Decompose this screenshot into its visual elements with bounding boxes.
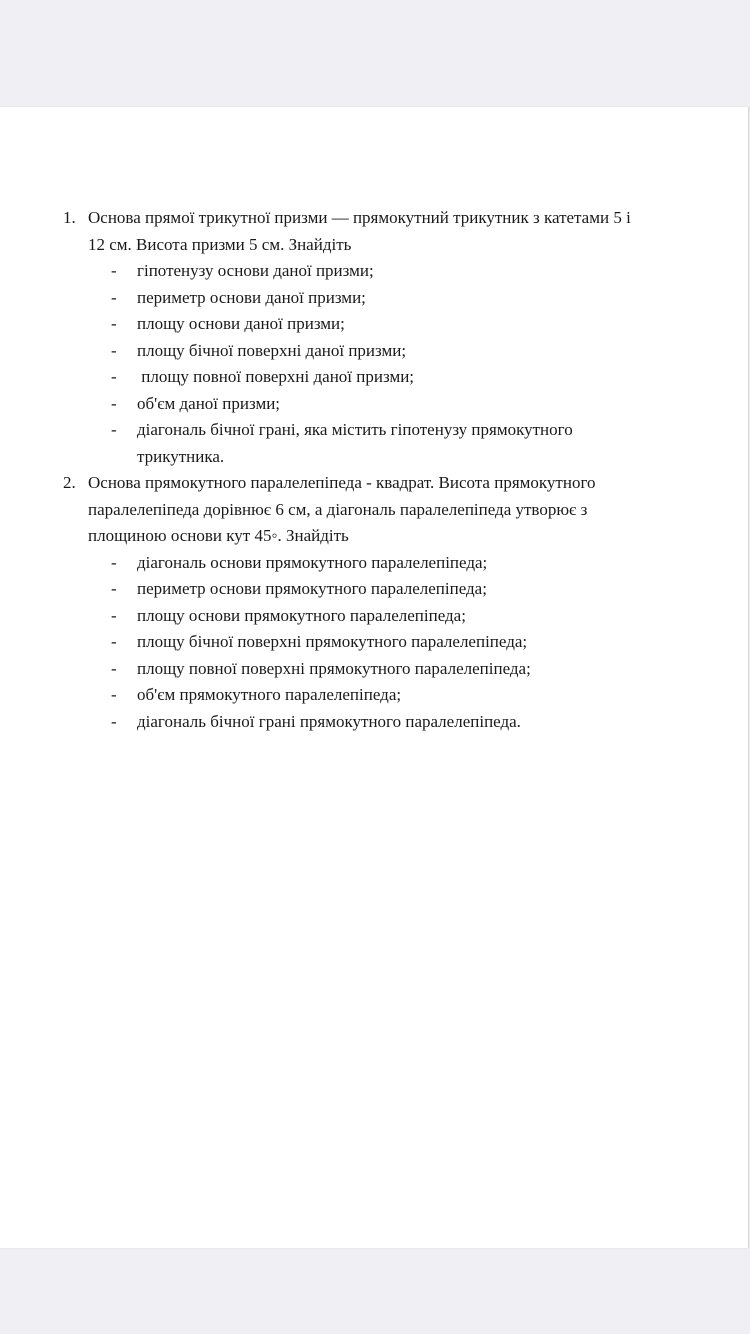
task-statement: Основа прямокутного паралелепіпеда - квадрат. Висота прямокутного паралелепіпеда дорівнює 6 см, а діагональ паралелепіпеда утворює з площиною основи кут 45◦. Знайдіть [88, 473, 596, 545]
bullet-dash: - [111, 632, 117, 651]
bullet-dash: - [111, 314, 117, 333]
list-item [111, 682, 657, 709]
bullet-dash: - [111, 711, 117, 731]
list-item-text: об'єм даної призми; [137, 393, 281, 413]
list-item [111, 417, 657, 470]
bullet-dash: - [111, 367, 117, 386]
list-item [111, 656, 657, 683]
list-item [111, 550, 657, 577]
list-item-text: об'єм прямокутного паралелепіпеда; [137, 685, 402, 704]
document-content [0, 205, 748, 735]
list-item-text: площу бічної поверхні прямокутного паралелепіпеда; [137, 632, 528, 651]
list-item-text: площу основи прямокутного паралелепіпеда; [137, 605, 466, 625]
bullet-dash: - [111, 340, 117, 360]
task-number: 1. [63, 208, 76, 227]
list-item [111, 285, 657, 312]
list-item [111, 311, 657, 338]
bullet-dash: - [111, 287, 117, 307]
list-item [111, 338, 657, 365]
bullet-dash: - [111, 393, 117, 413]
list-item-text: периметр основи прямокутного паралелепіпеда; [137, 579, 487, 598]
bullet-dash: - [111, 605, 117, 625]
list-item [111, 603, 657, 630]
list-item [111, 629, 657, 656]
bullet-dash: - [111, 261, 117, 280]
task-subitems [0, 550, 748, 736]
task-number: 2. [63, 473, 76, 492]
bullet-dash: - [111, 579, 117, 598]
task-subitems [0, 258, 748, 470]
list-item-text: діагональ бічної грані прямокутного паралелепіпеда. [137, 711, 521, 731]
list-item [111, 576, 657, 603]
list-item-text: периметр основи даної призми; [137, 287, 366, 307]
bullet-dash: - [111, 685, 117, 704]
bullet-dash: - [111, 658, 117, 678]
list-item [111, 391, 657, 418]
list-item-text: площу основи даної призми; [137, 314, 345, 333]
list-item [111, 258, 657, 285]
task-statement: Основа прямої трикутної призми — прямокутний трикутник з катетами 5 і 12 см. Висота призми 5 см. Знайдіть [88, 208, 631, 254]
document-page [0, 107, 749, 1248]
bullet-dash: - [111, 552, 117, 572]
list-item [111, 709, 657, 736]
list-item [111, 364, 657, 391]
list-item-text: діагональ бічної грані, яка містить гіпотенузу прямокутного трикутника. [137, 420, 573, 466]
task-2 [0, 470, 748, 735]
task-1 [0, 205, 748, 470]
list-item-text: діагональ основи прямокутного паралелепіпеда; [137, 552, 488, 572]
bullet-dash: - [111, 420, 117, 439]
list-item-text: гіпотенузу основи даної призми; [137, 261, 374, 280]
list-item-text: площу повної поверхні даної призми; [137, 367, 415, 386]
list-item-text: площу повної поверхні прямокутного паралелепіпеда; [137, 658, 531, 678]
list-item-text: площу бічної поверхні даної призми; [137, 340, 407, 360]
